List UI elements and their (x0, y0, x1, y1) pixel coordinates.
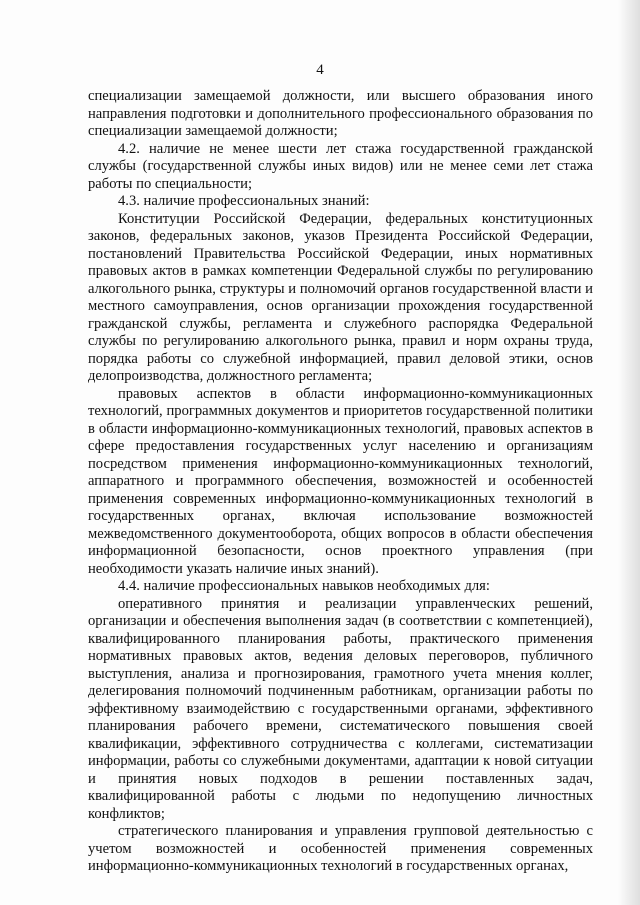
paragraph-7: оперативного принятия и реализации управленческих решений, организации и обеспечения выполнения задач (в соответствии с компетенцией), квалифицированного планирования работы, практического применения нормативных правовых актов, ведения деловых переговоров, публичного выступления, анализа и прогнозирования, грамотного учета мнения коллег, делегирования полномочий подчиненным работникам, организации работы по эффективному взаимодействию с государственными органами, эффективного планирования рабочего времени, систематического повышения своей квалификации, эффективного сотрудничества с коллегами, систематизации информации, работы со служебными документами, адаптации к новой ситуации и принятия новых подходов в решении поставленных задач, квалифицированной работы с людьми по недопущению личностных конфликтов; (88, 595, 593, 822)
page-edge-shadow (618, 0, 640, 905)
paragraph-4: Конституции Российской Федерации, федеральных конституционных законов, федеральных законов, указов Президента Российской Федерации, постановлений Правительства Российской Федерации, иных нормативных правовых актов в рамках компетенции Федеральной службы по регулированию алкогольного рынка, структуры и полномочий органов государственной власти и местного самоуправления, основ организации прохождения государственной гражданской службы, регламента и служебного распорядка Федеральной службы по регулированию алкогольного рынка, правил и норм охраны труда, порядка работы со служебной информацией, правил деловой этики, основ делопроизводства, должностного регламента; (88, 210, 593, 384)
paragraph-1: специализации замещаемой должности, или высшего образования иного направления подготовки и дополнительного профессионального образования по специализации замещаемой должности; (88, 88, 593, 139)
paragraph-2: 4.2. наличие не менее шести лет стажа государственной гражданской службы (государственной службы иных видов) или не менее семи лет стажа работы по специальности; (88, 140, 593, 192)
paragraph-3: 4.3. наличие профессиональных знаний: (118, 193, 370, 209)
page-number: 4 (316, 62, 324, 78)
paragraph-8: стратегического планирования и управления групповой деятельностью с учетом возможностей и особенностей применения современных информационно-коммуникационных технологий в государственных органах, (88, 823, 593, 874)
document-body (88, 88, 593, 876)
paragraph-5: правовых аспектов в области информационно-коммуникационных технологий, программных документов и приоритетов государственной политики в области информационно-коммуникационных технологий, правовых аспектов в сфере предоставления государственных услуг населению и организациям посредством применения информационно-коммуникационных технологий, аппаратного и программного обеспечения, возможностей и особенностей применения современных информационно-коммуникационных технологий в государственных органах, включая использование возможностей межведомственного документооборота, общих вопросов в области обеспечения информационной безопасности, основ проектного управления (при необходимости указать наличие иных знаний). (88, 385, 593, 577)
paragraph-6: 4.4. наличие профессиональных навыков необходимых для: (118, 578, 490, 594)
